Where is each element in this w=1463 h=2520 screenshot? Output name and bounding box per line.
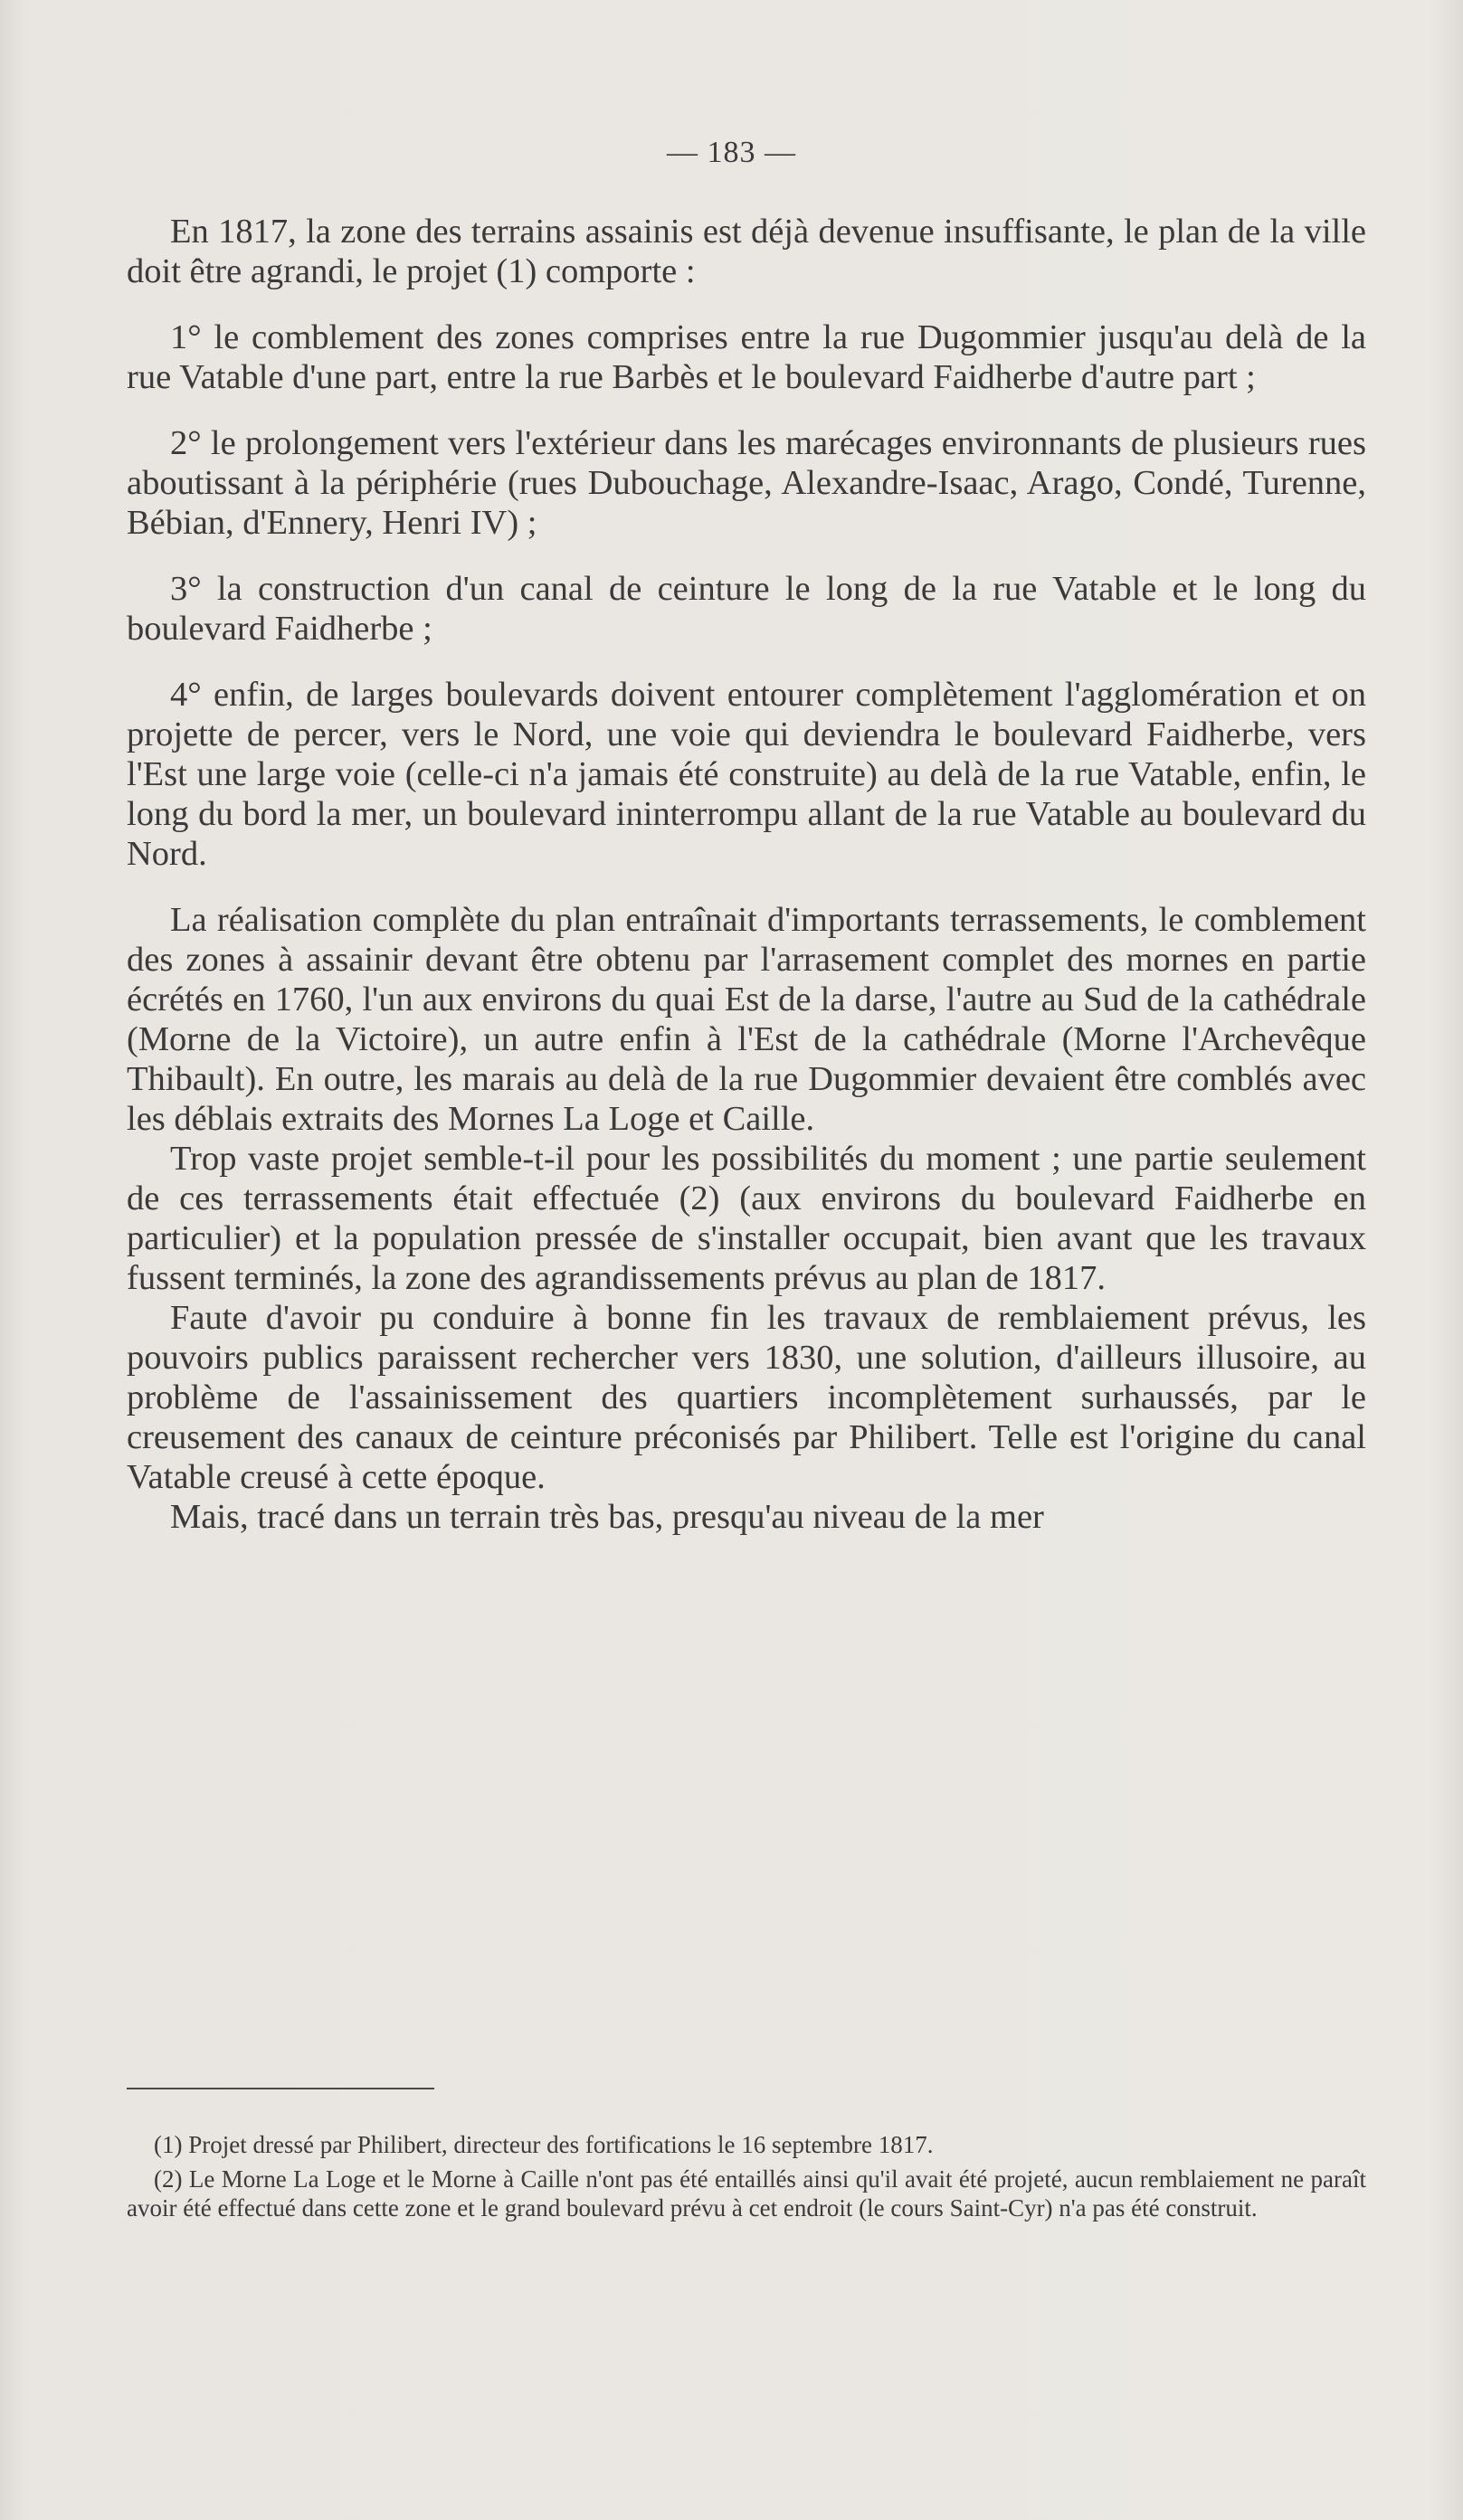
paragraph-realisation: La réalisation complète du plan entraînait d'importants terrassements, le comblement des zones à assainir devant être obtenu par l'arrasement complet des mornes en partie écrétés en 1760, l'un aux environs du quai Est de la darse, l'autre au Sud de la cathédrale (Morne de la Victoire), un autre enfin à l'Est de la cathédrale (Morne l'Archevêque Thibault). En outre, les marais au delà de la rue Dugommier devaient être comblés avec les déblais extraits des Mornes La Loge et Caille. (127, 901, 1366, 1138)
footnote-divider (127, 2088, 434, 2089)
paragraph-item-1: 1° le comblement des zones comprises entre la rue Dugommier jusqu'au delà de la rue Vatable d'une part, entre la rue Barbès et le boulevard Faidherbe d'autre part ; (127, 318, 1366, 396)
paragraph-faute: Faute d'avoir pu conduire à bonne fin les travaux de remblaiement prévus, les pouvoirs publics paraissent rechercher vers 1830, une solution, d'ailleurs illusoire, au problème de l'assainissement des quartiers incomplètement surhaussés, par le creusement des canaux de ceinture préconisés par Philibert. Telle est l'origine du canal Vatable creusé à cette époque. (127, 1299, 1366, 1496)
footnotes (127, 2130, 1366, 2228)
paragraph-item-4: 4° enfin, de larges boulevards doivent entourer complètement l'agglomération et on projette de percer, vers le Nord, une voie qui deviendra le boulevard Faidherbe, vers l'Est une large voie (celle-ci n'a jamais été construite) au delà de la rue Vatable, enfin, le long du bord la mer, un boulevard ininterrompu allant de la rue Vatable au boulevard du Nord. (127, 676, 1366, 873)
paragraph-trop-vaste: Trop vaste projet semble-t-il pour les possibilités du moment ; une partie seulement de ces terrassements était effectuée (2) (aux environs du boulevard Faidherbe en particulier) et la population pressée de s'installer occupait, bien avant que les travaux fussent terminés, la zone des agrandissements prévus au plan de 1817. (127, 1140, 1366, 1297)
paragraph-intro: En 1817, la zone des terrains assainis est déjà devenue insuffisante, le plan de la ville doit être agrandi, le projet (1) comporte : (127, 213, 1366, 290)
paragraph-item-2: 2° le prolongement vers l'extérieur dans les marécages environnants de plusieurs rues aboutissant à la périphérie (rues Dubouchage, Alexandre-Isaac, Arago, Condé, Turenne, Bébian, d'Ennery, Henri IV) ; (127, 424, 1366, 542)
paragraph-item-3: 3° la construction d'un canal de ceinture le long de la rue Vatable et le long du boulevard Faidherbe ; (127, 570, 1366, 648)
body-text (127, 212, 1366, 1537)
paragraph-mais: Mais, tracé dans un terrain très bas, presqu'au niveau de la mer (170, 1498, 1044, 1536)
page-number: — 183 — (667, 136, 796, 169)
footnote-1: (1) Projet dressé par Philibert, directeur des fortifications le 16 septembre 1817. (154, 2131, 934, 2158)
footnote-2: (2) Le Morne La Loge et le Morne à Caille n'ont pas été entaillés ainsi qu'il avait été projeté, aucun remblaiement ne paraît avoir été effectué dans cette zone et le grand boulevard prévu à cet endroit (le cours Saint-Cyr) n'a pas été construit. (127, 2165, 1366, 2222)
